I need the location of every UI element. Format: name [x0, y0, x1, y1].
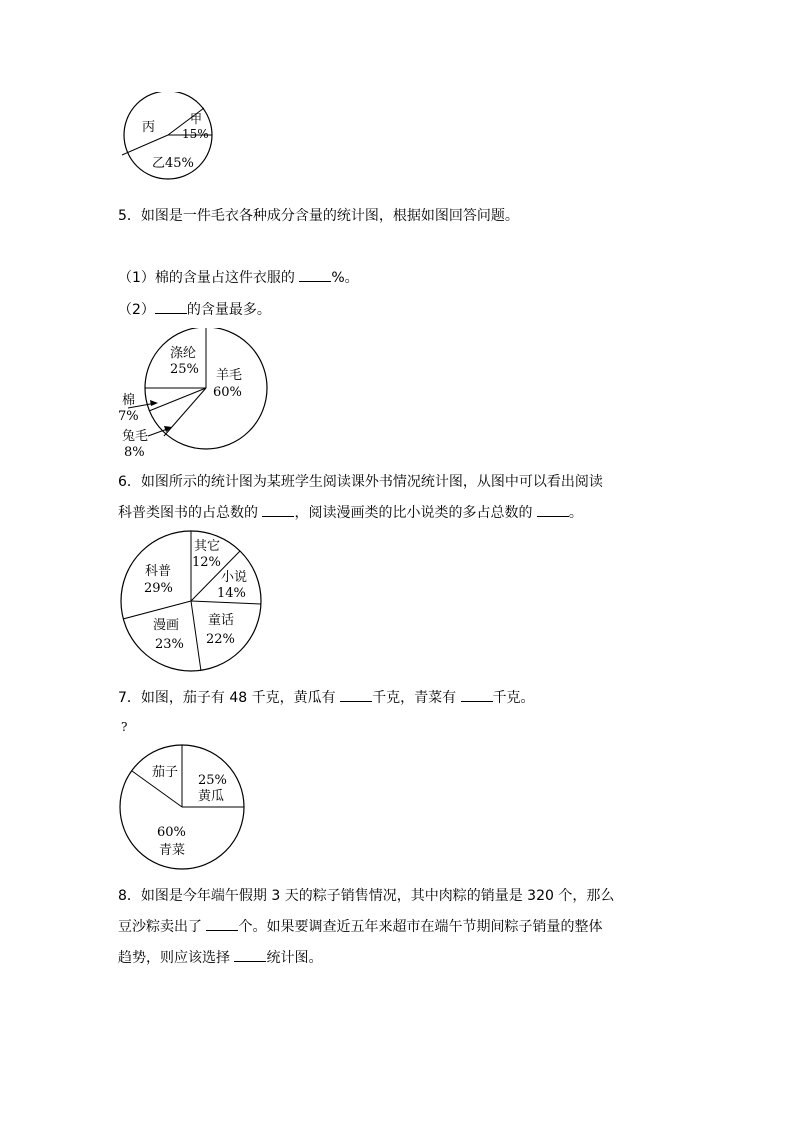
pie2-label-wool: 羊毛 [216, 368, 243, 383]
q8-line3-suffix: 统计图。 [266, 950, 323, 966]
pie4-label-greens: 青菜 [159, 843, 186, 858]
pie3-divider-3 [191, 601, 261, 604]
pie2-label-rabbit-pct: 8% [124, 445, 145, 460]
q7-text: 7．如图，茄子有 48 千克，黄瓜有 [118, 690, 341, 706]
q8-line3-text: 趋势，则应该选择 [118, 950, 235, 966]
q5-sub2-text: （2） [118, 302, 155, 318]
pie-chart-1 [112, 92, 224, 182]
question-8-line2 [118, 916, 602, 936]
question-8-line3 [118, 947, 322, 967]
question-6-line1: 6．如图所示的统计图为某班学生阅读课外书情况统计图，从图中可以看出阅读 [118, 474, 603, 490]
pie2-label-rabbit: 兔毛 [122, 429, 149, 444]
pie3-label-other: 其它 [194, 539, 221, 554]
pie3-label-other-pct: 12% [192, 555, 221, 570]
question-5-sub1 [118, 267, 359, 287]
q6-line2-mid: ，阅读漫画类的比小说类的多占总数的 [294, 505, 537, 521]
arrowhead-icon [150, 400, 158, 406]
pie3-label-science: 科普 [145, 564, 172, 579]
answer-blank[interactable] [206, 918, 238, 931]
pie3-label-fairy: 童话 [208, 613, 235, 628]
pie1-label-c: 丙 [142, 120, 156, 135]
q6-line2-suffix: 。 [568, 505, 583, 521]
pie3-label-novel: 小说 [221, 570, 248, 585]
pie1-label-a-pct: 15% [182, 127, 209, 141]
answer-blank[interactable] [262, 504, 294, 517]
pie3-label-novel-pct: 14% [217, 586, 246, 601]
pie2-label-polyester-pct: 25% [170, 362, 199, 377]
answer-blank[interactable] [155, 301, 187, 314]
question-7 [118, 687, 535, 707]
pie2-label-cotton-pct: 7% [118, 409, 139, 424]
pie-chart-2 [112, 328, 277, 460]
pie3-label-comic: 漫画 [153, 618, 180, 633]
pie4-label-cucumber: 黄瓜 [198, 789, 225, 804]
pie-chart-3 [118, 530, 264, 672]
pie-chart-4 [118, 744, 248, 872]
q5-sub1-text: （1）棉的含量占这件衣服的 [118, 270, 300, 286]
pie3-label-science-pct: 29% [144, 581, 173, 596]
pie3-divider-5 [123, 601, 191, 619]
question-6-line2 [118, 502, 583, 522]
pie4-label-eggplant: 茄子 [152, 765, 179, 780]
question-5-sub2 [118, 299, 271, 319]
pie4-label-greens-pct: 60% [157, 825, 186, 840]
q5-sub1-suffix: %。 [331, 270, 359, 286]
q7-suffix: 千克。 [492, 690, 535, 706]
pie3-label-comic-pct: 23% [155, 637, 184, 652]
answer-blank[interactable] [340, 689, 372, 702]
pie2-label-wool-pct: 60% [213, 385, 242, 400]
pie2-label-polyester: 涤纶 [170, 346, 197, 361]
pie1-label-a: 甲 [190, 112, 203, 126]
question-7-mark: ? [121, 720, 128, 734]
pie3-label-fairy-pct: 22% [206, 632, 235, 647]
answer-blank[interactable] [461, 689, 493, 702]
question-5-stem: 5．如图是一件毛衣各种成分含量的统计图，根据如图回答问题。 [118, 208, 519, 224]
question-8-line1: 8．如图是今年端午假期 3 天的粽子销售情况，其中肉粽的销量是 320 个，那么 [118, 888, 615, 904]
q5-sub2-suffix: 的含量最多。 [186, 302, 271, 318]
answer-blank[interactable] [299, 269, 331, 282]
answer-blank[interactable] [537, 504, 569, 517]
q7-mid: 千克，青菜有 [372, 690, 461, 706]
pie2-label-cotton: 棉 [122, 393, 136, 408]
q8-line2-suffix: 个。如果要调查近五年来超市在端午节期间粽子销量的整体 [238, 919, 603, 935]
pie2-divider-4 [164, 388, 206, 436]
pie2-divider-3 [149, 388, 206, 411]
pie1-divider-3 [122, 135, 168, 155]
pie4-label-cucumber-pct: 25% [198, 773, 227, 788]
q6-line2-text: 科普类图书的占总数的 [118, 505, 263, 521]
q8-line2-text: 豆沙粽卖出了 [118, 919, 207, 935]
pie1-label-b: 乙45% [152, 156, 194, 171]
pie3-divider-4 [191, 601, 201, 671]
answer-blank[interactable] [234, 949, 266, 962]
